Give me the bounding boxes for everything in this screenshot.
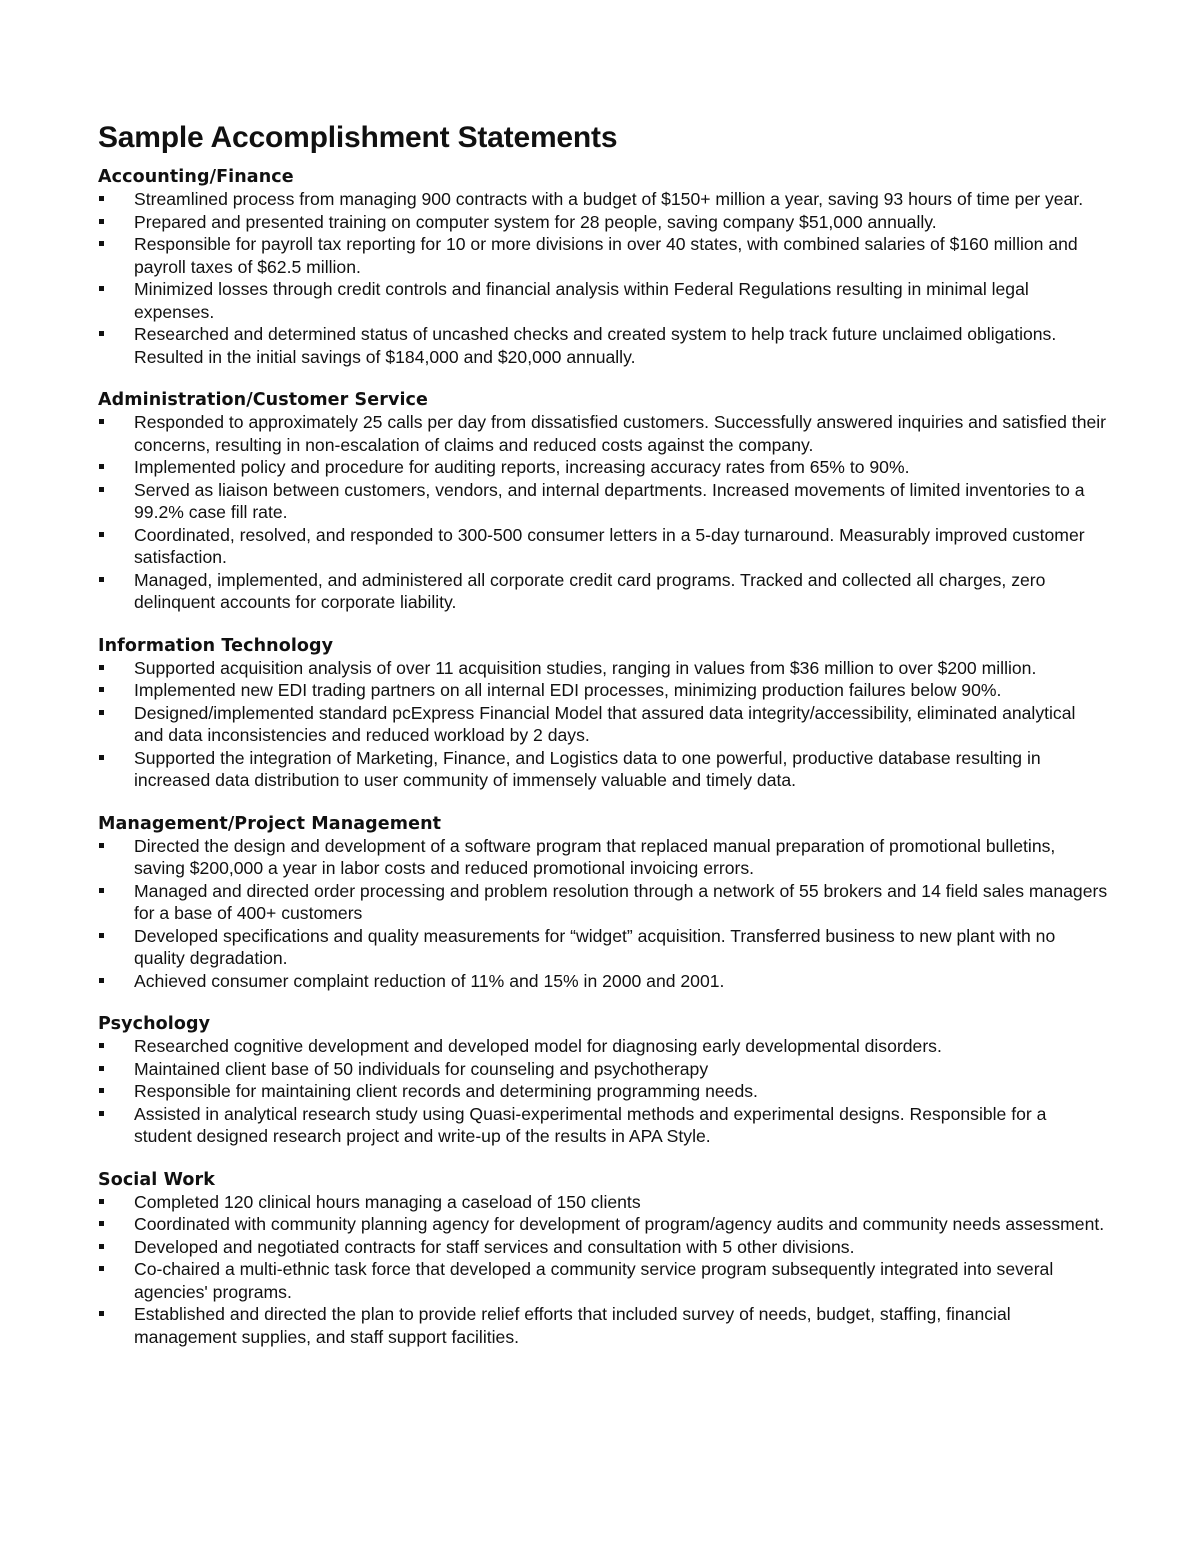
list-item-text: Coordinated, resolved, and responded to 300-500 consumer letters in a 5-day turnaround. Measurably improved customer satisfaction. <box>134 524 1085 567</box>
square-bullet-icon <box>99 1066 104 1071</box>
list-item-text: Minimized losses through credit controls and financial analysis within Federal Regulations resulting in minimal legal expenses. <box>134 279 1029 322</box>
list-item <box>98 569 1108 614</box>
list-item-text: Managed and directed order processing and problem resolution through a network of 55 brokers and 14 field sales managers for a base of 400+ customers <box>134 880 1108 923</box>
square-bullet-icon <box>99 1266 104 1271</box>
square-bullet-icon <box>99 710 104 715</box>
list-item <box>98 1191 1108 1214</box>
square-bullet-icon <box>99 1221 104 1226</box>
document-page <box>98 118 1108 1369</box>
section-heading: Accounting/Finance <box>98 167 294 187</box>
square-bullet-icon <box>99 464 104 469</box>
section-management-project-management <box>98 813 1108 993</box>
section-social-work <box>98 1169 1108 1349</box>
bullet-list <box>98 411 1108 614</box>
list-item-text: Researched and determined status of uncashed checks and created system to help track future unclaimed obligations. Resulted in the initial savings of $184,000 and $20,000 annually. <box>134 324 1057 367</box>
list-item <box>98 456 1108 479</box>
square-bullet-icon <box>99 933 104 938</box>
bullet-list <box>98 1191 1108 1349</box>
list-item <box>98 1080 1108 1103</box>
list-item <box>98 1035 1108 1058</box>
section-heading: Psychology <box>98 1014 211 1034</box>
square-bullet-icon <box>99 843 104 848</box>
square-bullet-icon <box>99 1088 104 1093</box>
square-bullet-icon <box>99 978 104 983</box>
square-bullet-icon <box>99 1311 104 1316</box>
square-bullet-icon <box>99 196 104 201</box>
list-item-text: Served as liaison between customers, vendors, and internal departments. Increased movements of limited inventories to a 99.2% case fill rate. <box>134 479 1085 522</box>
list-item <box>98 1303 1108 1348</box>
square-bullet-icon <box>99 331 104 336</box>
square-bullet-icon <box>99 1111 104 1116</box>
square-bullet-icon <box>99 755 104 760</box>
square-bullet-icon <box>99 665 104 670</box>
list-item-text: Co-chaired a multi-ethnic task force that developed a community service program subsequently integrated into several agencies' programs. <box>134 1259 1054 1302</box>
bullet-list <box>98 835 1108 993</box>
list-item-text: Coordinated with community planning agency for development of program/agency audits and community needs assessment. <box>134 1214 1105 1234</box>
section-administration-customer-service <box>98 389 1108 614</box>
list-item <box>98 1236 1108 1259</box>
list-item-text: Achieved consumer complaint reduction of 11% and 15% in 2000 and 2001. <box>134 970 725 991</box>
list-item-text: Responded to approximately 25 calls per day from dissatisfied customers. Successfully answered inquiries and satisfied their concerns, resulting in non-escalation of claims and reduced costs against the company. <box>134 412 1107 455</box>
list-item <box>98 1258 1108 1303</box>
section-heading: Social Work <box>98 1169 215 1190</box>
list-item <box>98 880 1108 925</box>
list-item-text: Managed, implemented, and administered all corporate credit card programs. Tracked and collected all charges, zero delinquent accounts for corporate liability. <box>134 569 1046 612</box>
square-bullet-icon <box>99 1199 104 1204</box>
list-item <box>98 747 1108 792</box>
list-item-text: Directed the design and development of a software program that replaced manual preparation of promotional bulletins, saving $200,000 a year in labor costs and reduced promotional invoicing errors. <box>134 835 1056 878</box>
list-item-text: Supported the integration of Marketing, Finance, and Logistics data to one powerful, productive database resulting in increased data distribution to user community of immensely valuable and timely data. <box>134 747 1041 790</box>
list-item-text: Designed/implemented standard pcExpress Financial Model that assured data integrity/accessibility, eliminated analytical and data inconsistencies and reduced workload by 2 days. <box>134 702 1076 745</box>
list-item-text: Implemented new EDI trading partners on all internal EDI processes, minimizing production failures below 90%. <box>134 680 1002 700</box>
section-accounting-finance <box>98 166 1108 368</box>
list-item-text: Developed specifications and quality measurements for “widget” acquisition. Transferred business to new plant with no quality degradation. <box>134 925 1056 968</box>
list-item <box>98 323 1108 368</box>
list-item-text: Responsible for payroll tax reporting for 10 or more divisions in over 40 states, with combined salaries of $160 million and payroll taxes of $62.5 million. <box>134 234 1078 277</box>
list-item <box>98 657 1108 680</box>
section-information-technology <box>98 635 1108 792</box>
list-item <box>98 925 1108 970</box>
list-item <box>98 278 1108 323</box>
bullet-list <box>98 657 1108 792</box>
document-title: Sample Accomplishment Statements <box>98 121 618 154</box>
list-item <box>98 835 1108 880</box>
list-item-text: Established and directed the plan to provide relief efforts that included survey of needs, budget, staffing, financial management supplies, and staff support facilities. <box>134 1304 1011 1347</box>
list-item-text: Supported acquisition analysis of over 11 acquisition studies, ranging in values from $36 million to over $200 million. <box>134 657 1037 678</box>
square-bullet-icon <box>99 419 104 424</box>
list-item <box>98 233 1108 278</box>
list-item-text: Implemented policy and procedure for auditing reports, increasing accuracy rates from 65% to 90%. <box>134 457 910 477</box>
list-item <box>98 679 1108 702</box>
section-psychology <box>98 1013 1108 1148</box>
list-item-text: Assisted in analytical research study using Quasi-experimental methods and experimental designs. Responsible for a student designed research project and write-up of the results in APA Style. <box>134 1103 1047 1146</box>
square-bullet-icon <box>99 241 104 246</box>
list-item <box>98 970 1108 993</box>
list-item <box>98 1058 1108 1081</box>
section-heading: Management/Project Management <box>98 813 442 834</box>
section-heading: Information Technology <box>98 635 334 656</box>
bullet-list <box>98 188 1108 368</box>
square-bullet-icon <box>99 1244 104 1249</box>
list-item-text: Developed and negotiated contracts for staff services and consultation with 5 other divisions. <box>134 1236 855 1257</box>
square-bullet-icon <box>99 1043 104 1048</box>
square-bullet-icon <box>99 286 104 291</box>
list-item-text: Maintained client base of 50 individuals for counseling and psychotherapy <box>134 1058 709 1079</box>
square-bullet-icon <box>99 487 104 492</box>
square-bullet-icon <box>99 532 104 537</box>
list-item <box>98 479 1108 524</box>
square-bullet-icon <box>99 687 104 692</box>
list-item-text: Completed 120 clinical hours managing a caseload of 150 clients <box>134 1191 641 1212</box>
bullet-list <box>98 1035 1108 1148</box>
list-item-text: Responsible for maintaining client records and determining programming needs. <box>134 1081 758 1101</box>
square-bullet-icon <box>99 219 104 224</box>
list-item <box>98 1213 1108 1236</box>
list-item <box>98 702 1108 747</box>
section-heading: Administration/Customer Service <box>98 390 429 410</box>
list-item <box>98 411 1108 456</box>
list-item-text: Prepared and presented training on computer system for 28 people, saving company $51,000 annually. <box>134 211 937 232</box>
square-bullet-icon <box>99 577 104 582</box>
square-bullet-icon <box>99 888 104 893</box>
list-item <box>98 211 1108 234</box>
list-item <box>98 1103 1108 1148</box>
list-item-text: Researched cognitive development and developed model for diagnosing early developmental disorders. <box>134 1036 942 1056</box>
list-item <box>98 188 1108 211</box>
list-item-text: Streamlined process from managing 900 contracts with a budget of $150+ million a year, saving 93 hours of time per year. <box>134 189 1084 209</box>
list-item <box>98 524 1108 569</box>
